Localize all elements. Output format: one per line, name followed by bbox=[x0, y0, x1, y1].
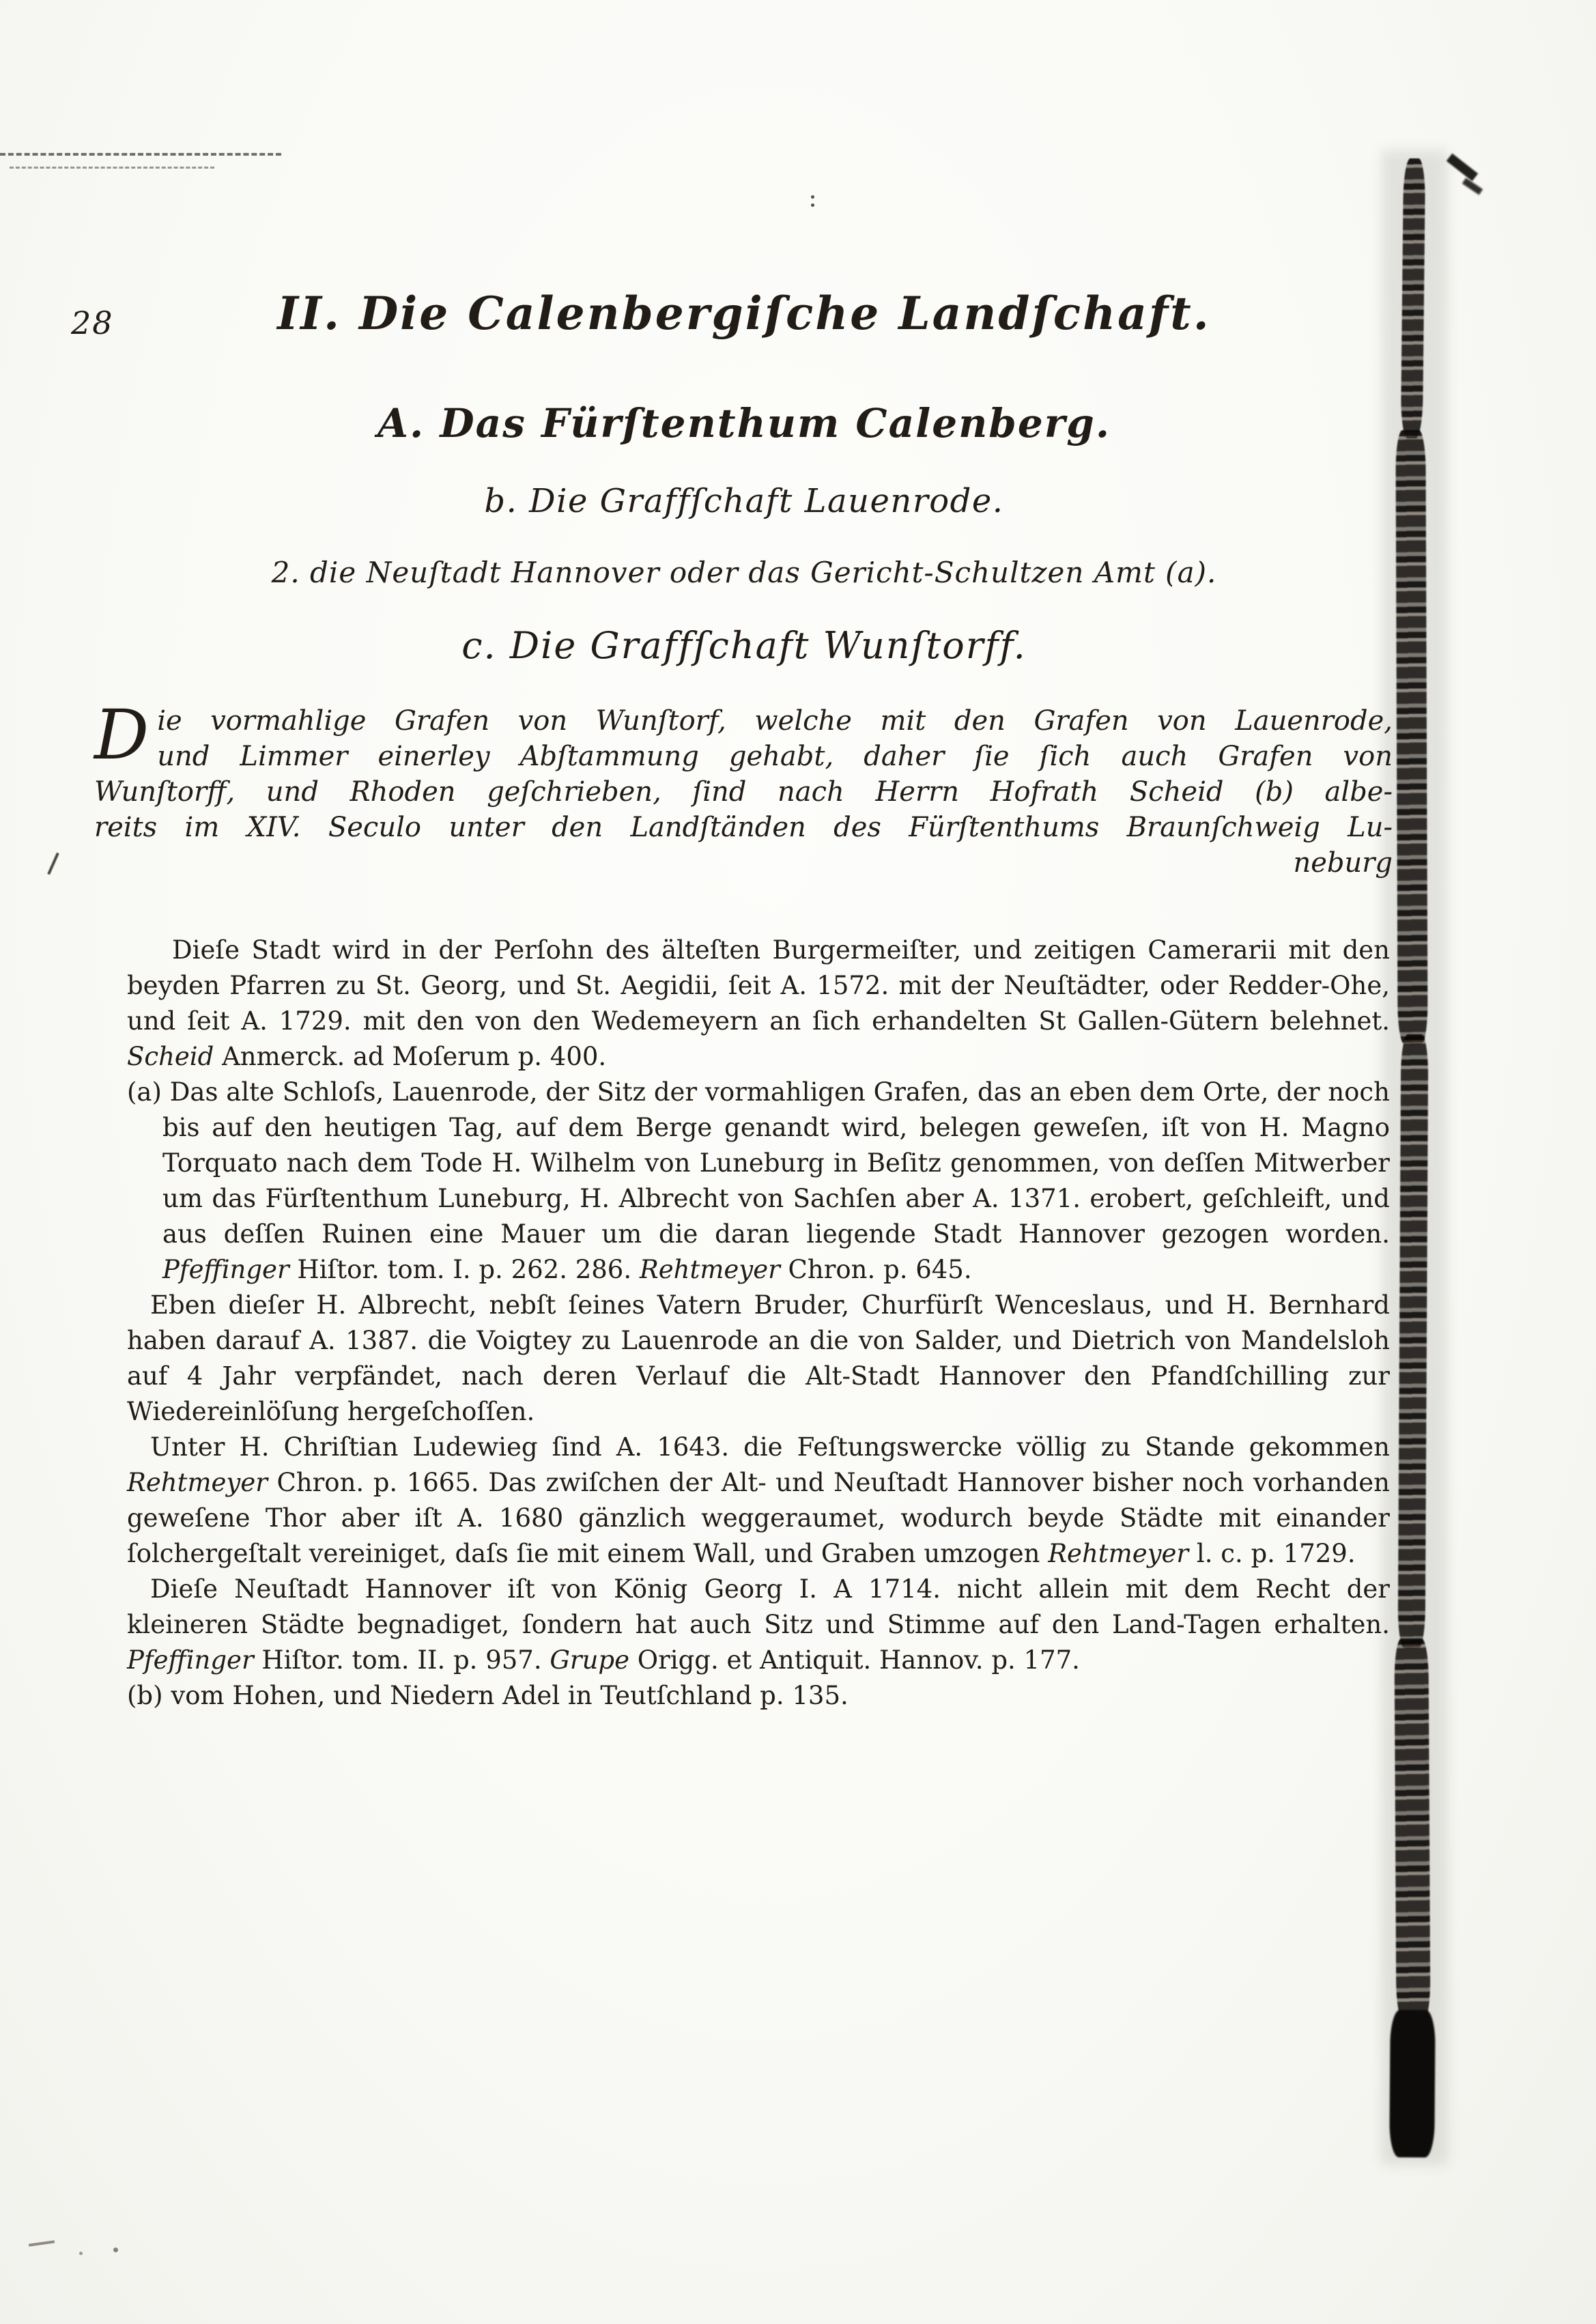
scan-gutter-shadow-segment bbox=[1395, 1639, 1431, 2021]
scan-gutter-shadow-segment bbox=[1401, 158, 1425, 438]
section-c-heading: c. Die Graffſchaft Wunſtorff. bbox=[461, 624, 1027, 667]
scan-gutter-shadow-segment bbox=[1395, 430, 1427, 1045]
footnote-paragraph: Dieſe Neuſtadt Hannover iſt von König Georg I. A 1714. nicht allein mit dem Recht der kleineren Städte begnadiget, ſondern hat auch Sitz und Stimme auf den Land-Tagen erhalten. Pfeffinger Hiſtor. tom. II. p. 957. Grupe Origg. et Antiquit. Hannov. p. 177. bbox=[127, 1574, 1390, 1675]
scan-dashed-line-top-2 bbox=[10, 167, 214, 169]
page-number: 28 bbox=[71, 304, 114, 341]
main-paragraph-line: und Limmer einerley Abſtammung gehabt, daher ſie ſich auch Grafen von bbox=[157, 741, 1393, 772]
main-paragraph-line: neburg bbox=[1293, 847, 1393, 879]
scan-stray-mark bbox=[47, 853, 59, 875]
scan-gutter-shadow-heavy bbox=[1389, 2010, 1436, 2157]
scan-stray-dash bbox=[29, 2240, 55, 2246]
subsection-line: 2. die Neuſtadt Hannover oder das Gericht-Schultzen Amt (a). bbox=[271, 556, 1217, 589]
footnote-paragraph: Eben dieſer H. Albrecht, nebſt ſeines Vatern Bruder, Churfürſt Wenceslaus, und H. Bernhard haben darauf A. 1387. die Voigtey zu Lauenrode an die von Salder, und Dietrich von Mandelsloh auf 4 Jahr verpfändet, nach deren Verlauf die Alt-Stadt Hannover den Pfandſchilling zur Wiedereinlöſung hergeſchoſſen. bbox=[127, 1290, 1390, 1426]
main-paragraph-line: reits im XIV. Seculo unter den Landſtänden des Fürſtenthums Braunſchweig Lu- bbox=[94, 812, 1393, 843]
scan-gutter-shadow-segment bbox=[1398, 1034, 1429, 1649]
footnote-paragraph: Unter H. Chriſtian Ludewieg ſind A. 1643. die Feſtungswercke völlig zu Stande gekommen Rehtmeyer Chron. p. 1665. Das zwiſchen der Alt- und Neuſtadt Hannover bisher noch vorhanden geweſene Thor aber iſt A. 1680 gänzlich weggeraumet, wodurch beyde Städte mit einander ſolchergeſtalt vereiniget, daſs ſie mit einem Wall, und Graben umzogen Rehtmeyer l. c. p. 1729. bbox=[127, 1432, 1390, 1568]
footnote-block bbox=[127, 933, 1390, 1714]
scan-corner-mark bbox=[1447, 154, 1478, 182]
section-b-heading: b. Die Graffſchaft Lauenrode. bbox=[484, 482, 1004, 520]
scan-stray-dot bbox=[113, 2248, 118, 2252]
drop-cap: D bbox=[94, 695, 149, 775]
main-paragraph-line: Wunſtorff, und Rhoden geſchrieben, ſind nach Herrn Hofrath Scheid (b) albe- bbox=[94, 776, 1393, 808]
main-paragraph bbox=[94, 695, 1393, 881]
scan-dashed-line-top bbox=[0, 153, 281, 156]
footnote-paragraph-b: (b) vom Hohen, und Niedern Adel in Teutſchland p. 135. bbox=[127, 1681, 849, 1710]
footnote-paragraph: Dieſe Stadt wird in der Perſohn des älteſten Burgermeiſter, und zeitigen Camerarii mit den beyden Pfarren zu St. Georg, und St. Aegidii, ſeit A. 1572. mit der Neuſtädter, oder Redder-Ohe, und ſeit A. 1729. mit den von den Wedemeyern an ſich erhandelten St Gallen-Gütern belehnet. Scheid Anmerck. ad Moſerum p. 400. bbox=[127, 935, 1390, 1071]
scan-stray-speck bbox=[811, 195, 814, 199]
chapter-heading: II. Die Calenbergiſche Landſchaft. bbox=[277, 287, 1211, 340]
section-a-heading: A. Das Fürſtenthum Calenberg. bbox=[377, 400, 1111, 447]
scan-stray-dot bbox=[79, 2252, 83, 2255]
main-paragraph-line: ie vormahlige Grafen von Wunſtorf, welche mit den Grafen von Lauenrode, bbox=[157, 705, 1393, 737]
footnote-paragraph-a: (a) Das alte Schloſs, Lauenrode, der Sitz der vormahligen Grafen, das an eben dem Orte, der noch bis auf den heutigen Tag, auf dem Berge genandt wird, belegen geweſen, iſt von H. Magno Torquato nach dem Tode H. Wilhelm von Luneburg in Beſitz genommen, von deſſen Mitwerber um das Fürſtenthum Luneburg, H. Albrecht von Sachſen aber A. 1371. erobert, geſchleift, und aus deſſen Ruinen eine Mauer um die daran liegende Stadt Hannover gezogen worden. Pfeffinger Hiſtor. tom. I. p. 262. 286. Rehtmeyer Chron. p. 645. bbox=[127, 1077, 1390, 1284]
